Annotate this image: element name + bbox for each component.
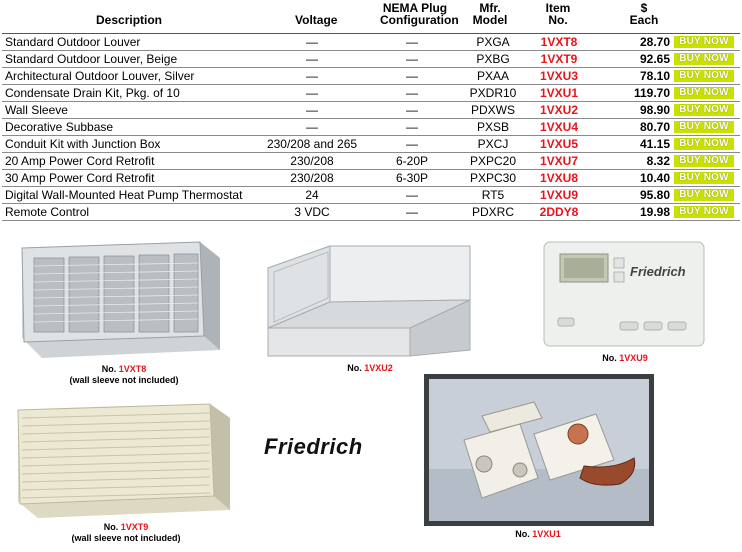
- cell-description: Wall Sleeve: [5, 103, 68, 117]
- buy-now-button[interactable]: BUY NOW: [674, 121, 734, 133]
- cell-nema: —: [406, 205, 418, 219]
- buy-now-button[interactable]: BUY NOW: [674, 104, 734, 116]
- cell-description: Architectural Outdoor Louver, Silver: [5, 69, 195, 83]
- cell-voltage: —: [306, 103, 318, 117]
- cell-voltage: 3 VDC: [294, 205, 330, 219]
- table-row: [2, 34, 740, 51]
- friedrich-logo: Friedrich: [264, 434, 363, 459]
- table-row: [2, 136, 740, 153]
- caption-line: No. 1VXU2: [347, 363, 393, 373]
- table-row: [2, 68, 740, 85]
- cell-price: 28.70: [639, 35, 670, 49]
- caption-line: No. 1VXU1: [515, 529, 561, 539]
- caption-item-link[interactable]: 1VXT8: [118, 364, 147, 374]
- buy-now-button[interactable]: BUY NOW: [674, 36, 734, 48]
- caption-thermostat: [585, 353, 665, 364]
- caption-louver-silver: [54, 364, 194, 386]
- cell-item-link[interactable]: 1VXU5: [539, 137, 579, 151]
- caption-louver-beige: [56, 522, 196, 544]
- wall-sleeve-photo: [260, 238, 480, 362]
- header-item-line1: Item: [545, 1, 571, 15]
- cell-voltage: —: [306, 86, 318, 100]
- drain-kit-photo: [424, 374, 654, 526]
- cell-item-link[interactable]: 2DDY8: [539, 205, 579, 219]
- cell-price: 92.65: [639, 52, 670, 66]
- table-row: [2, 153, 740, 170]
- cell-price: 41.15: [639, 137, 670, 151]
- cell-description: Condensate Drain Kit, Pkg. of 10: [5, 86, 180, 100]
- cell-voltage: 24: [305, 188, 319, 202]
- cell-price: 98.90: [639, 103, 670, 117]
- header-price-each: [624, 2, 664, 26]
- cell-price: 80.70: [639, 120, 670, 134]
- cell-description: Standard Outdoor Louver, Beige: [5, 52, 178, 66]
- cell-nema: —: [406, 120, 418, 134]
- thermostat-photo: [540, 238, 710, 350]
- header-mfr-line1: Mfr.: [479, 1, 501, 15]
- table-row: [2, 204, 740, 221]
- cell-item-link[interactable]: 1VXU2: [539, 103, 579, 117]
- caption-line: No. 1VXT8: [101, 364, 147, 374]
- cell-description: Decorative Subbase: [5, 120, 114, 134]
- caption-item-link[interactable]: 1VXT9: [120, 522, 149, 532]
- cell-model: PXPC30: [469, 171, 517, 185]
- cell-description: Digital Wall-Mounted Heat Pump Thermostat: [5, 188, 243, 202]
- cell-nema: 6-20P: [395, 154, 429, 168]
- buy-now-button[interactable]: BUY NOW: [674, 172, 734, 184]
- cell-model: PXPC20: [469, 154, 517, 168]
- cell-price: 19.98: [639, 205, 670, 219]
- cell-item-link[interactable]: 1VXU1: [539, 86, 579, 100]
- cell-nema: —: [406, 103, 418, 117]
- cell-nema: —: [406, 35, 418, 49]
- cell-model: PXBG: [476, 52, 510, 66]
- cell-voltage: 230/208: [290, 154, 334, 168]
- cell-item-link[interactable]: 1VXU8: [539, 171, 579, 185]
- cell-voltage: 230/208 and 265: [266, 137, 358, 151]
- buy-now-button[interactable]: BUY NOW: [674, 138, 734, 150]
- cell-model: PXSB: [476, 120, 509, 134]
- cell-item-link[interactable]: 1VXT8: [540, 35, 578, 49]
- cell-nema: —: [406, 86, 418, 100]
- buy-now-button[interactable]: BUY NOW: [674, 70, 734, 82]
- header-nema: [380, 1, 459, 27]
- cell-voltage: —: [306, 120, 318, 134]
- table-row: [2, 102, 740, 119]
- caption-note: (wall sleeve not included): [69, 375, 179, 385]
- cell-nema: 6-30P: [395, 171, 429, 185]
- thermostat-brand-text: Friedrich: [630, 264, 686, 279]
- cell-item-link[interactable]: 1VXT9: [540, 52, 578, 66]
- louver-silver-photo: [14, 238, 226, 362]
- cell-nema: —: [406, 188, 418, 202]
- cell-description: 30 Amp Power Cord Retrofit: [5, 171, 155, 185]
- cell-price: 10.40: [639, 171, 670, 185]
- header-mfr-model: [465, 2, 515, 26]
- table-row: [2, 119, 740, 136]
- cell-price: 8.32: [646, 154, 670, 168]
- cell-item-link[interactable]: 1VXU3: [539, 69, 579, 83]
- caption-sleeve: [330, 363, 410, 374]
- table-row: [2, 51, 740, 68]
- caption-line: No. 1VXT9: [103, 522, 149, 532]
- header-voltage: Voltage: [295, 13, 338, 27]
- cell-model: PXDR10: [469, 86, 517, 100]
- header-each-line2: Each: [629, 13, 659, 27]
- cell-model: RT5: [481, 188, 505, 202]
- buy-now-button[interactable]: BUY NOW: [674, 189, 734, 201]
- caption-item-link[interactable]: 1VXU9: [619, 353, 648, 363]
- cell-price: 95.80: [639, 188, 670, 202]
- buy-now-button[interactable]: BUY NOW: [674, 206, 734, 218]
- cell-nema: —: [406, 52, 418, 66]
- cell-voltage: —: [306, 35, 318, 49]
- cell-model: PXCJ: [477, 137, 509, 151]
- louver-beige-photo: [14, 400, 236, 522]
- cell-item-link[interactable]: 1VXU4: [539, 120, 579, 134]
- cell-voltage: —: [306, 52, 318, 66]
- caption-note: (wall sleeve not included): [71, 533, 181, 543]
- product-table: [2, 33, 740, 221]
- cell-voltage: —: [306, 69, 318, 83]
- cell-price: 78.10: [639, 69, 670, 83]
- cell-model: PDXRC: [471, 205, 514, 219]
- header-mfr-line2: Model: [472, 13, 508, 27]
- cell-description: Conduit Kit with Junction Box: [5, 137, 161, 151]
- cell-description: Remote Control: [5, 205, 90, 219]
- header-each-line1: $: [640, 1, 648, 15]
- header-item-line2: No.: [548, 13, 568, 27]
- caption-line: No. 1VXU9: [602, 353, 648, 363]
- header-item-no: [538, 2, 578, 26]
- cell-model: PDXWS: [470, 103, 515, 117]
- buy-now-button[interactable]: BUY NOW: [674, 87, 734, 99]
- table-row: [2, 187, 740, 204]
- cell-voltage: 230/208: [290, 171, 334, 185]
- cell-item-link[interactable]: 1VXU7: [539, 154, 579, 168]
- caption-drain-kit: [498, 529, 578, 540]
- cell-nema: —: [406, 137, 418, 151]
- buy-now-button[interactable]: BUY NOW: [674, 53, 734, 65]
- caption-item-link[interactable]: 1VXU1: [532, 529, 561, 539]
- buy-now-button[interactable]: BUY NOW: [674, 155, 734, 167]
- table-row: [2, 170, 740, 187]
- cell-description: Standard Outdoor Louver: [5, 35, 141, 49]
- cell-description: 20 Amp Power Cord Retrofit: [5, 154, 155, 168]
- cell-item-link[interactable]: 1VXU9: [539, 188, 579, 202]
- header-nema-line2: Configuration: [380, 13, 459, 27]
- header-description: Description: [96, 13, 163, 27]
- caption-item-link[interactable]: 1VXU2: [364, 363, 393, 373]
- header-nema-line1: NEMA Plug: [382, 1, 448, 15]
- table-row: [2, 85, 740, 102]
- cell-price: 119.70: [633, 86, 670, 100]
- cell-model: PXAA: [476, 69, 509, 83]
- cell-model: PXGA: [476, 35, 510, 49]
- cell-nema: —: [406, 69, 418, 83]
